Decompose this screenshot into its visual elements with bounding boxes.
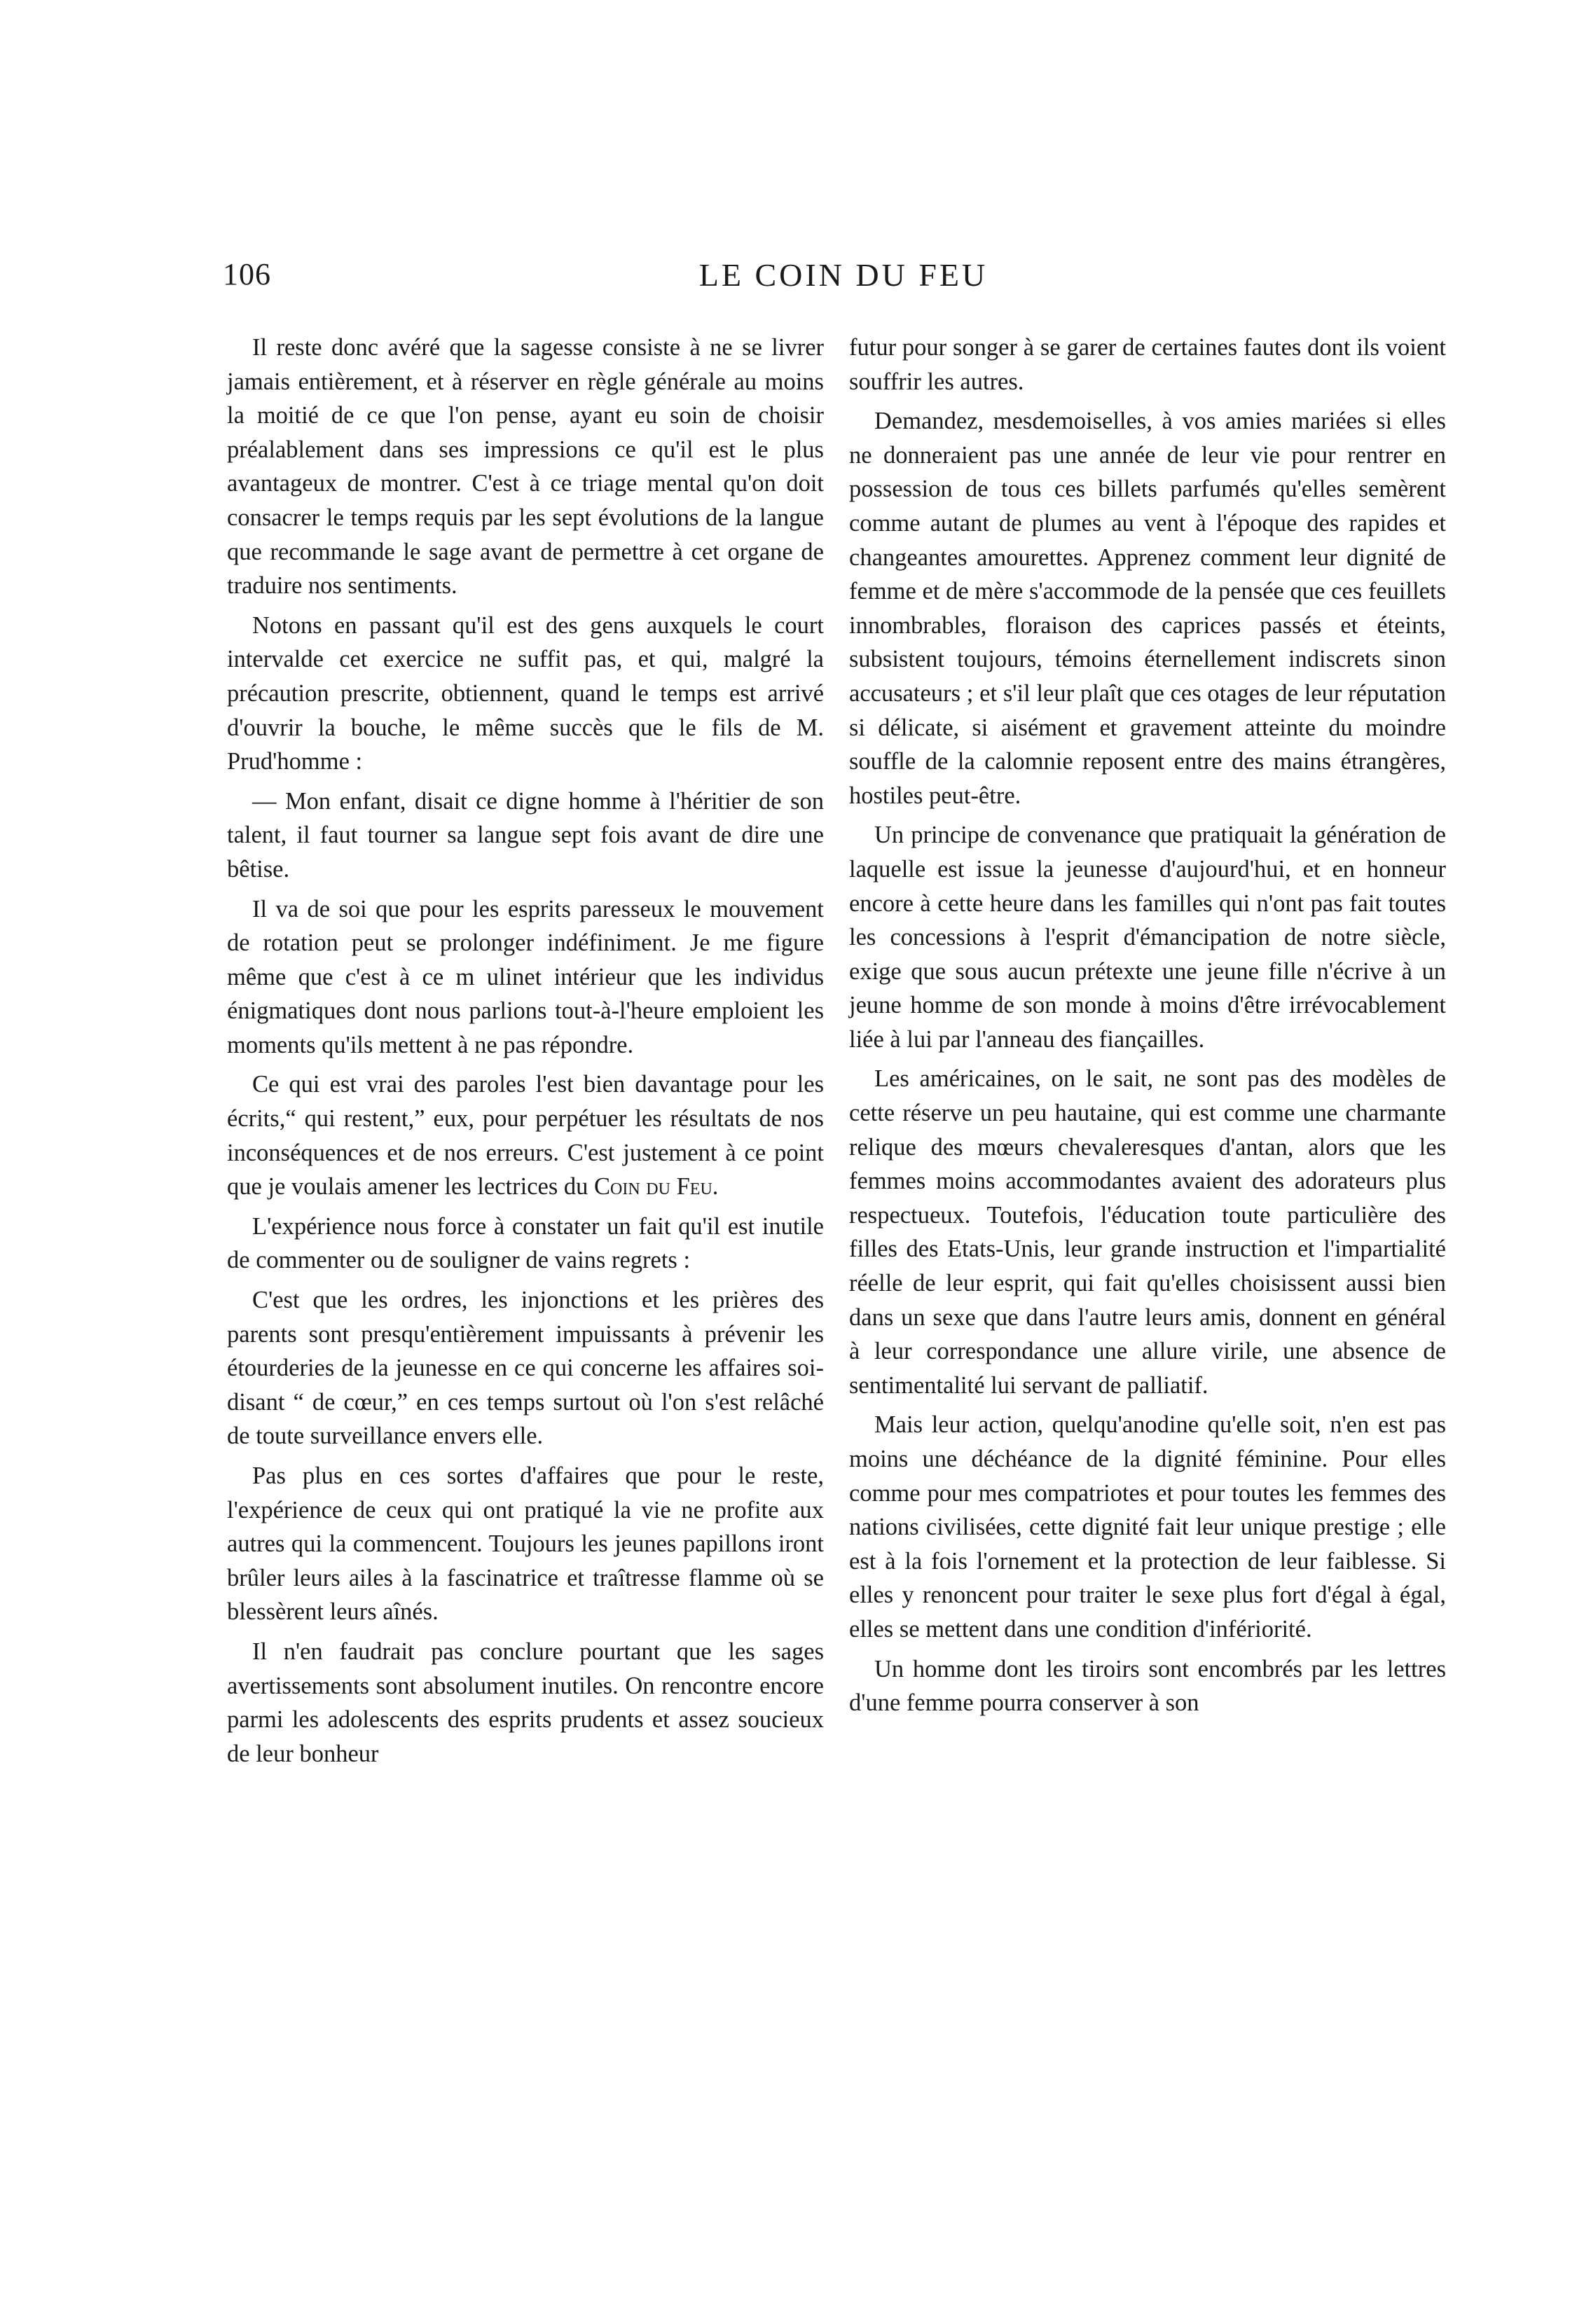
paragraph: Demandez, mesdemoiselles, à vos amies mariées si elles ne donneraient pas une année de leur vie pour rentrer en possession de tous ces billets parfumés qu'elles semèrent comme autant de plumes au vent à l'époque des rapides et changeantes amourettes. Apprenez comment leur dignité de femme et de mère s'accommode de la pensée que ces feuillets innombrables, floraison des caprices passés et éteints, subsistent toujours, témoins éternellement indiscrets sinon accusateurs ; et s'il leur plaît que ces otages de leur réputation si délicate, si aisément et gravement atteinte du moindre souffle de la calomnie reposent entre des mains étrangères, hostiles peut-être.: [849, 408, 1446, 809]
paragraph: L'expérience nous force à constater un fait qu'il est inutile de commenter ou de souligner de vains regrets :: [227, 1212, 824, 1274]
paragraph: Il n'en faudrait pas conclure pourtant que les sages avertissements sont absolument inutiles. On rencontre encore parmi les adolescents des esprits prudents et assez soucieux de leur bonheur: [227, 1638, 824, 1767]
paragraph: — Mon enfant, disait ce digne homme à l'héritier de son talent, il faut tourner sa langue sept fois avant de dire une bêtise.: [227, 787, 824, 883]
paragraph: C'est que les ordres, les injonctions et les prières des parents sont presqu'entièrement impuissants à prévenir les étourderies de la jeunesse en ce qui concerne les affaires soi-disant “ de cœur,” en ces temps surtout où l'on s'est relâché de toute surveillance envers elle.: [227, 1287, 824, 1450]
paragraph: Mais leur action, quelqu'anodine qu'elle soit, n'en est pas moins une déchéance de la dignité féminine. Pour elles comme pour mes compatriotes et pour toutes les femmes des nations civilisées, cette dignité fait leur unique prestige ; elle est à la fois l'ornement et la protection de leur faiblesse. Si elles y renoncent pour traiter le sexe plus fort d'égal à égal, elles se mettent dans une condition d'infériorité.: [849, 1411, 1446, 1642]
paragraph: Un homme dont les tiroirs sont encombrés par les lettres d'une femme pourra conserver à son: [849, 1655, 1446, 1717]
page-header: [223, 256, 1464, 305]
paragraph: [227, 1067, 824, 1203]
paragraph: Un principe de convenance que pratiquait la génération de laquelle est issue la jeunesse d'aujourd'hui, et en honneur encore à cette heure dans les familles qui n'ont pas fait toutes les concessions à l'esprit d'émancipation de notre siècle, exige que sous aucun prétexte une jeune fille n'écrive à un jeune homme de son monde à moins d'être irrévocablement liée à lui par l'anneau des fiançailles.: [849, 822, 1446, 1053]
paragraph: Pas plus en ces sortes d'affaires que pour le reste, l'expérience de ceux qui ont pratiqué la vie ne profite aux autres qui la commencent. Toujours les jeunes papillons iront brûler leurs ailes à la fascinatrice et traîtresse flamme où se blessèrent leurs aînés.: [227, 1462, 824, 1626]
paragraph-continuation: futur pour songer à se garer de certaines fautes dont ils voient souffrir les autres.: [849, 334, 1446, 395]
running-title: LE COIN DU FEU: [698, 257, 989, 293]
paragraph: Notons en passant qu'il est des gens auxquels le court intervalde cet exercice ne suffit pas, et qui, malgré la précaution prescrite, obtiennent, quand le temps est arrivé d'ouvrir la bouche, le même succès que le fils de M. Prud'homme :: [227, 611, 824, 775]
right-column: [849, 331, 1446, 1726]
paragraph: Il reste donc avéré que la sagesse consiste à ne se livrer jamais entièrement, et à réserver en règle générale au moins la moitié de ce que l'on pense, ayant eu soin de choisir préalablement dans ses impressions ce qu'il est le plus avantageux de montrer. C'est à ce triage mental qu'on doit consacrer le temps requis par les sept évolutions de la langue que recommande le sage avant de permettre à cet organe de traduire nos sentiments.: [227, 334, 824, 600]
paragraph: Il va de soi que pour les esprits paresseux le mouvement de rotation peut se prolonger indéfiniment. Je me figure même que c'est à ce m ulinet intérieur que les individus énigmatiques dont nous parlions tout-à-l'heure emploient les moments qu'ils mettent à ne pas répondre.: [227, 895, 824, 1058]
journal-name: Coin du Feu: [594, 1173, 712, 1201]
page-number: 106: [223, 257, 271, 291]
paragraph: Les américaines, on le sait, ne sont pas des modèles de cette réserve un peu hautaine, qui est comme une charmante relique des mœurs chevaleresques d'antan, alors que les femmes moins accommodantes avaient des adorateurs plus respectueux. Toutefois, l'éducation toute particulière des filles des Etats-Unis, leur grande instruction et l'impartialité réelle de leur esprit, qui fait qu'elles choisissent aussi bien dans un sexe que dans l'autre leurs amis, donnent en général à leur correspondance une allure virile, une absence de sentimentalité lui servant de palliatif.: [849, 1065, 1446, 1399]
paragraph-text: Ce qui est vrai des paroles l'est bien davantage pour les écrits,“ qui restent,” eux, pour perpétuer les résultats de nos inconséquences et de nos erreurs. C'est justement à ce point que je voulais amener les lectrices du: [227, 1071, 824, 1201]
left-column: [227, 331, 824, 1776]
paragraph-end: .: [712, 1173, 719, 1201]
